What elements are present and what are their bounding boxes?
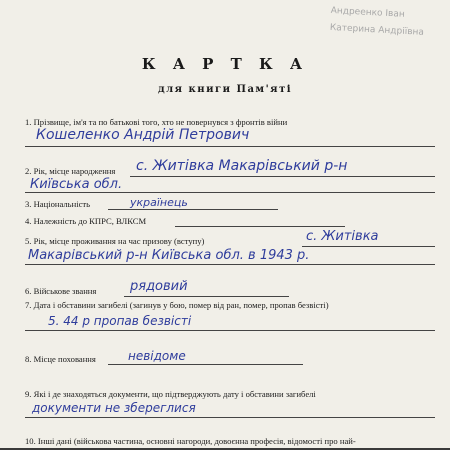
field-5-label: 5. Рік, місце проживання на час призову (вступу)	[25, 236, 205, 246]
field-2-value-2: Київська обл.	[30, 177, 123, 192]
field-8-value: невідоме	[128, 349, 186, 363]
field-6-underline	[124, 296, 289, 297]
field-4-underline	[175, 226, 345, 227]
card-title: К А Р Т К А	[141, 55, 309, 73]
field-5-underline-a	[302, 246, 435, 247]
corner-pencil-note	[329, 3, 449, 49]
field-5-value-2: Макарівський р-н Київська обл. в 1943 р.	[28, 248, 310, 263]
field-7-underline	[25, 330, 435, 331]
field-2-underline-b	[25, 192, 435, 193]
field-9-underline	[25, 417, 435, 418]
field-8-label: 8. Місце поховання	[25, 354, 96, 364]
field-3-value: українець	[130, 196, 188, 209]
field-10-label: 10. Інші дані (військова частина, основні нагороди, довоєнна професія, відомості про най-	[25, 436, 356, 446]
field-6-value: рядовий	[130, 279, 188, 294]
field-4-label: 4. Належність до КПРС, ВЛКСМ	[25, 216, 147, 226]
field-5-value-1: с. Житівка	[306, 229, 379, 244]
field-7-label: 7. Дата і обставини загибелі (загинув у бою, помер від ран, помер, пропав безвісті)	[25, 300, 329, 310]
field-9-value: документи не збереглися	[32, 401, 196, 415]
corner-note-line-2: Катерина Андріївна	[329, 22, 425, 38]
field-5-underline-b	[25, 264, 435, 265]
field-3-underline	[108, 209, 278, 210]
field-7-value: 5. 44 р пропав безвісті	[48, 314, 192, 328]
field-1-value: Кошеленко Андрій Петрович	[36, 127, 250, 143]
field-2-value-1: с. Житівка Макарівський р-н	[136, 158, 348, 174]
field-2-label: 2. Рік, місце народження	[25, 166, 116, 176]
card-subtitle: для книги Пам'яті	[157, 84, 293, 95]
field-6-label: 6. Військове звання	[25, 286, 97, 296]
field-9-label: 9. Які і де знаходяться документи, що підтверджують дату і обставини загибелі	[25, 389, 316, 399]
field-1-underline	[25, 146, 435, 147]
corner-note-line-1: Андреенко Іван	[330, 5, 405, 20]
field-3-label: 3. Національність	[25, 199, 91, 209]
field-2-underline-a	[130, 176, 435, 177]
field-8-underline	[108, 364, 303, 365]
field-1-label: 1. Прізвище, ім'я та по батькові того, хто не повернувся з фронтів війни	[25, 117, 288, 127]
